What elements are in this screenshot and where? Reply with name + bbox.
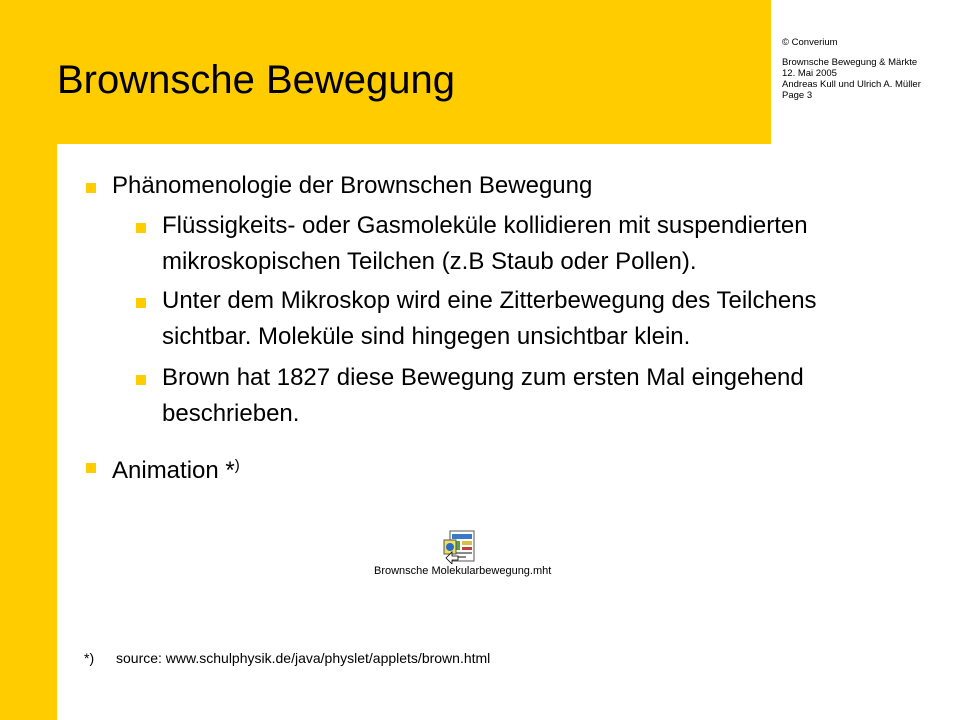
bullet-marker — [86, 463, 96, 473]
bullet-microscope-line2: sichtbar. Moleküle sind hingegen unsichtbar klein. — [162, 323, 691, 350]
bullet-marker — [136, 298, 146, 308]
attachment-filename[interactable]: Brownsche Molekularbewegung.mht — [374, 565, 552, 577]
bullet-brown-line2: beschrieben. — [162, 400, 300, 427]
slide-meta — [782, 37, 957, 101]
slide-title: Brownsche Bewegung — [57, 58, 456, 102]
bullet-phenomenology: Phänomenologie der Brownschen Bewegung — [112, 172, 593, 199]
bullet-animation-text: Animation * — [112, 457, 235, 484]
meta-authors: Andreas Kull und Ulrich A. Müller — [782, 79, 921, 90]
meta-date: 12. Mai 2005 — [782, 68, 837, 79]
footnote-reference: ) — [234, 457, 240, 474]
bullet-marker — [136, 223, 146, 233]
footnote-source: source: www.schulphysik.de/java/physlet/applets/brown.html — [116, 650, 491, 666]
bullet-microscope-line1: Unter dem Mikroskop wird eine Zitterbewegung des Teilchens — [162, 287, 817, 314]
bullet-collisions-line2: mikroskopischen Teilchen (z.B Staub oder Pollen). — [162, 248, 697, 275]
copyright-text: © Converium — [782, 37, 838, 48]
document-file-icon[interactable] — [440, 530, 478, 564]
bullet-marker — [136, 375, 146, 385]
meta-topic: Brownsche Bewegung & Märkte — [782, 57, 918, 68]
bullet-collisions-line1: Flüssigkeits- oder Gasmoleküle kollidieren mit suspendierten — [162, 212, 808, 239]
footnote — [84, 649, 490, 667]
bullet-animation — [112, 448, 240, 489]
footnote-mark: *) — [84, 650, 95, 666]
meta-page: Page 3 — [782, 90, 813, 101]
bullet-brown-line1: Brown hat 1827 diese Bewegung zum ersten Mal eingehend — [162, 364, 804, 391]
bullet-marker — [86, 183, 96, 193]
